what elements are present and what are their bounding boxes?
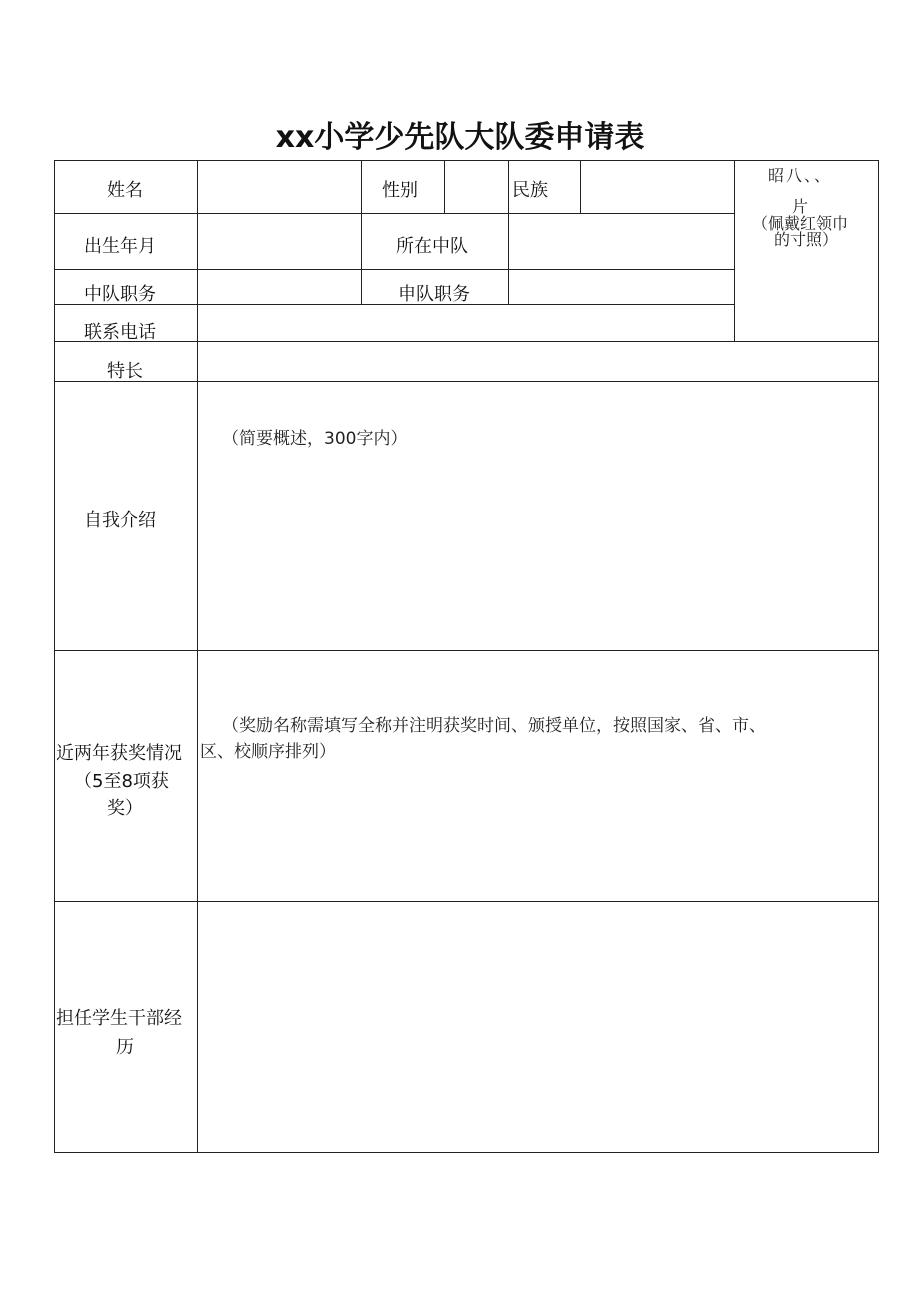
specialty-label: 特长 [107,361,143,382]
intro-field[interactable] [198,382,878,650]
squadron-label: 所在中队 [396,236,468,257]
phone-field[interactable] [198,305,733,341]
cadre-label-line2: 历 [116,1037,134,1058]
ethnicity-label: 民族 [512,180,548,201]
awards-hint-line1: （奖励名称需填写全称并注明获奖时间、颁授单位，按照国家、省、市、 [222,716,766,736]
squadron-field[interactable] [509,214,733,269]
applied-position-field[interactable] [509,270,733,304]
awards-field[interactable] [198,651,878,901]
name-label: 姓名 [107,180,143,201]
table-border-left [54,160,55,1153]
photo-hint-line1: 昭八、、 [768,166,833,185]
table-border-right [878,160,879,1153]
awards-label-line2: （5至8项获 [74,771,169,792]
intro-hint: （简要概述，300字内） [222,429,408,449]
photo-hint-line3: （佩戴红领巾 [752,214,849,233]
awards-label-line1: 近两年获奖情况 [56,743,182,764]
name-field[interactable] [198,161,360,213]
ethnicity-field[interactable] [581,161,733,213]
squad-position-field[interactable] [198,270,360,304]
squad-position-label: 中队职务 [84,284,156,305]
cadre-label-line1: 担任学生干部经 [56,1008,182,1029]
table-border-bottom [54,1152,879,1153]
awards-hint-line2: 区、校顺序排列） [200,742,336,762]
gender-field[interactable] [445,161,507,213]
specialty-field[interactable] [198,342,878,381]
applied-position-label: 申队职务 [398,284,470,305]
page-title: xx小学少先队大队委申请表 [275,120,645,155]
column-divider [361,160,362,304]
photo-hint-line2: 片 [792,197,809,216]
cadre-field[interactable] [198,902,878,1152]
photo-box[interactable] [735,161,878,341]
birth-field[interactable] [198,214,360,269]
birth-label: 出生年月 [84,236,156,257]
phone-label: 联系电话 [84,322,156,343]
awards-label-line3: 奖） [107,798,143,819]
photo-hint-line4: 的寸照） [774,230,839,249]
intro-label: 自我介绍 [84,510,156,531]
gender-label: 性别 [382,180,418,201]
